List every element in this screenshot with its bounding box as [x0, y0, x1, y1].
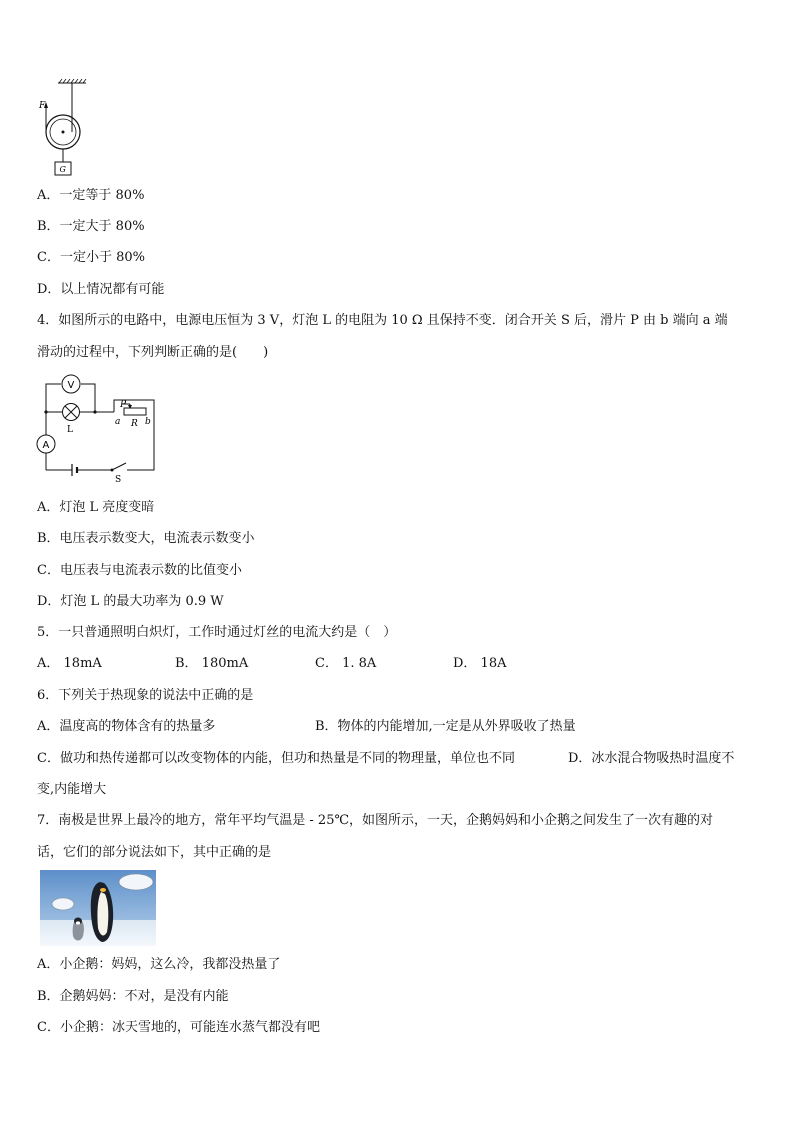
q4-option-b: B．电压表示数变大，电流表示数变小	[37, 531, 255, 546]
q7-option-a: A．小企鹅：妈妈，这么冷，我都没热量了	[37, 957, 281, 972]
circuit-figure	[34, 374, 158, 484]
q6-option-c: C．做功和热传递都可以改变物体的内能，但功和热量是不同的物理量，单位也不同	[37, 751, 515, 766]
resistor-label: R	[131, 419, 138, 429]
voltmeter-label: V	[67, 380, 75, 391]
switch-label: S	[115, 475, 122, 484]
penguin-photo	[40, 870, 156, 946]
q6-option-d-part2: 变,内能增大	[37, 782, 107, 797]
q7-stem-line1: 7．南极是世界上最冷的地方，常年平均气温是 - 25℃，如图所示，一天，企鹅妈妈和小企鹅之间发生了一次有趣的对	[37, 813, 714, 828]
end-a-label: a	[115, 417, 121, 427]
q7-option-b: B．企鹅妈妈：不对，是没有内能	[37, 989, 229, 1004]
q7-stem-line2: 话，它们的部分说法如下，其中正确的是	[37, 845, 272, 860]
q4-option-a: A．灯泡 L 亮度变暗	[37, 500, 155, 515]
q3-option-a: A．一定等于 80%	[37, 188, 145, 203]
slider-label: P	[120, 400, 127, 410]
q5-option-c: C． 1. 8A	[315, 656, 377, 671]
q7-option-c: C．小企鹅：冰天雪地的，可能连水蒸气都没有吧	[37, 1020, 320, 1035]
lamp-label: L	[67, 425, 73, 435]
q5-option-d: D． 18A	[453, 656, 507, 671]
q3-option-d: D．以上情况都有可能	[37, 282, 165, 297]
speech-bubble-mother	[119, 874, 153, 890]
q6-option-b: B．物体的内能增加,一定是从外界吸收了热量	[315, 719, 576, 734]
pulley-figure	[36, 76, 96, 178]
q5-stem: 5．一只普通照明白炽灯，工作时通过灯丝的电流大约是（ ）	[37, 625, 397, 640]
q6-option-a: A．温度高的物体含有的热量多	[37, 719, 216, 734]
q3-option-c: C．一定小于 80%	[37, 250, 145, 265]
end-b-label: b	[145, 417, 151, 427]
speech-bubble-chick	[52, 898, 74, 910]
ammeter-label: A	[42, 440, 50, 451]
force-label: F	[39, 101, 46, 111]
rheostat	[124, 408, 146, 415]
weight-label: G	[59, 165, 66, 174]
q3-option-b: B．一定大于 80%	[37, 219, 145, 234]
q4-option-d: D．灯泡 L 的最大功率为 0.9 W	[37, 594, 224, 609]
q6-stem: 6．下列关于热现象的说法中正确的是	[37, 688, 254, 703]
q5-option-b: B． 180mA	[175, 656, 249, 671]
q4-stem-line2: 滑动的过程中，下列判断正确的是( )	[37, 345, 269, 360]
q4-option-c: C．电压表与电流表示数的比值变小	[37, 563, 242, 578]
q6-option-d-part1: D．冰水混合物吸热时温度不	[568, 751, 735, 766]
q5-option-a: A． 18mA	[37, 656, 102, 671]
q4-stem-line1: 4．如图所示的电路中，电源电压恒为 3 V，灯泡 L 的电阻为 10 Ω 且保持不变．闭合开关 S 后，滑片 P 由 b 端向 a 端	[37, 313, 728, 328]
